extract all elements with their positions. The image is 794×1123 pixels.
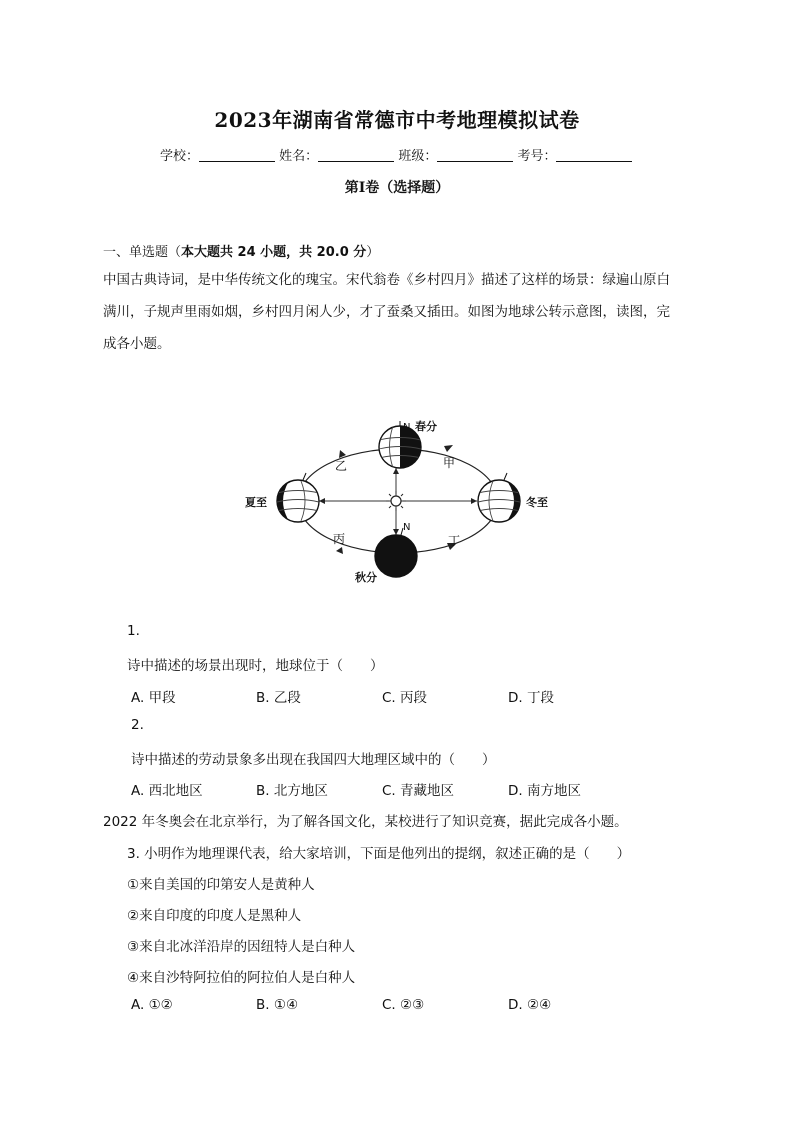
segment-bing-label: 丙 <box>333 532 346 546</box>
school-label: 学校： <box>160 149 200 164</box>
spring-equinox-label: 春分 <box>415 420 437 433</box>
question-1-stem: 诗中描述的场景出现时，地球位于（ ） <box>127 658 384 674</box>
segment-ding-label: 丁 <box>448 534 461 548</box>
intro-paragraph <box>103 264 703 360</box>
section-prefix: 一、单选题（ <box>103 245 182 260</box>
question-2-number: 2. <box>131 717 144 733</box>
class-blank[interactable] <box>437 149 513 162</box>
name-blank[interactable] <box>318 149 394 162</box>
q1-option-b[interactable]: B. 乙段 <box>256 690 301 706</box>
q3-statement-1: ①来自美国的印第安人是黄种人 <box>127 877 315 893</box>
student-info-line <box>160 145 632 164</box>
exam-title: 2023年湖南省常德市中考地理模拟试卷 <box>214 108 580 132</box>
q2-option-a[interactable]: A. 西北地区 <box>131 783 203 799</box>
segment-yi-label: 乙 <box>335 459 348 473</box>
earth-revolution-diagram <box>243 415 555 587</box>
q1-option-d[interactable]: D. 丁段 <box>508 690 554 706</box>
earth-winter-solstice <box>478 473 521 522</box>
question-1-number: 1. <box>127 623 140 639</box>
earth-summer-solstice <box>277 473 319 522</box>
exam-number-blank[interactable] <box>556 149 632 162</box>
section-suffix: ） <box>366 245 380 260</box>
name-label: 姓名： <box>279 149 319 164</box>
section-detail: 本大题共 24 小题，共 20.0 分 <box>181 245 367 260</box>
n-label-spring: N <box>403 422 411 433</box>
exam-number-label: 考号： <box>517 149 557 164</box>
arrow-head <box>319 498 325 504</box>
intro-line: 成各小题。 <box>103 336 171 352</box>
intro-line: 满川，子规声里雨如烟，乡村四月闲人少，才了蚕桑又插田。如图为地球公转示意图，读图，完 <box>103 304 670 320</box>
winter-solstice-label: 冬至 <box>526 496 548 509</box>
question-3-stem: 3. 小明作为地理课代表，给大家培训，下面是他列出的提纲，叙述正确的是（ ） <box>127 846 631 862</box>
arrow-head <box>393 529 399 535</box>
intro-paragraph-2: 2022 年冬奥会在北京举行，为了解各国文化，某校进行了知识竞赛，据此完成各小题。 <box>103 814 628 830</box>
intro-line: 中国古典诗词，是中华传统文化的瑰宝。宋代翁卷《乡村四月》描述了这样的场景：绿遍山原白 <box>103 272 670 288</box>
orbit-arrow <box>336 547 343 554</box>
arrow-head <box>471 498 477 504</box>
autumn-equinox-label: 秋分 <box>355 571 377 584</box>
school-blank[interactable] <box>199 149 275 162</box>
orbit-arrow <box>444 445 453 452</box>
q2-option-d[interactable]: D. 南方地区 <box>508 783 581 799</box>
q3-statement-4: ④来自沙特阿拉伯的阿拉伯人是白种人 <box>127 970 356 986</box>
q3-option-a[interactable]: A. ①② <box>131 997 173 1013</box>
q3-option-b[interactable]: B. ①④ <box>256 997 299 1013</box>
q2-option-c[interactable]: C. 青藏地区 <box>382 783 455 799</box>
earth-autumn-equinox <box>375 528 417 577</box>
q3-statement-3: ③来自北冰洋沿岸的因纽特人是白种人 <box>127 939 356 955</box>
arrow-head <box>393 468 399 474</box>
class-label: 班级： <box>398 149 438 164</box>
section-heading <box>103 241 379 260</box>
q3-option-c[interactable]: C. ②③ <box>382 997 425 1013</box>
n-label-autumn: N <box>403 522 411 533</box>
q1-option-c[interactable]: C. 丙段 <box>382 690 428 706</box>
volume-heading: 第I卷（选择题） <box>344 180 450 196</box>
summer-solstice-label: 夏至 <box>245 496 267 509</box>
q1-option-a[interactable]: A. 甲段 <box>131 690 176 706</box>
sun-icon <box>386 491 406 511</box>
q3-option-d[interactable]: D. ②④ <box>508 997 552 1013</box>
q3-statement-2: ②来自印度的印度人是黑种人 <box>127 908 302 924</box>
segment-jia-label: 甲 <box>443 456 456 470</box>
question-2-stem: 诗中描述的劳动景象多出现在我国四大地理区域中的（ ） <box>131 752 496 768</box>
q2-option-b[interactable]: B. 北方地区 <box>256 783 328 799</box>
